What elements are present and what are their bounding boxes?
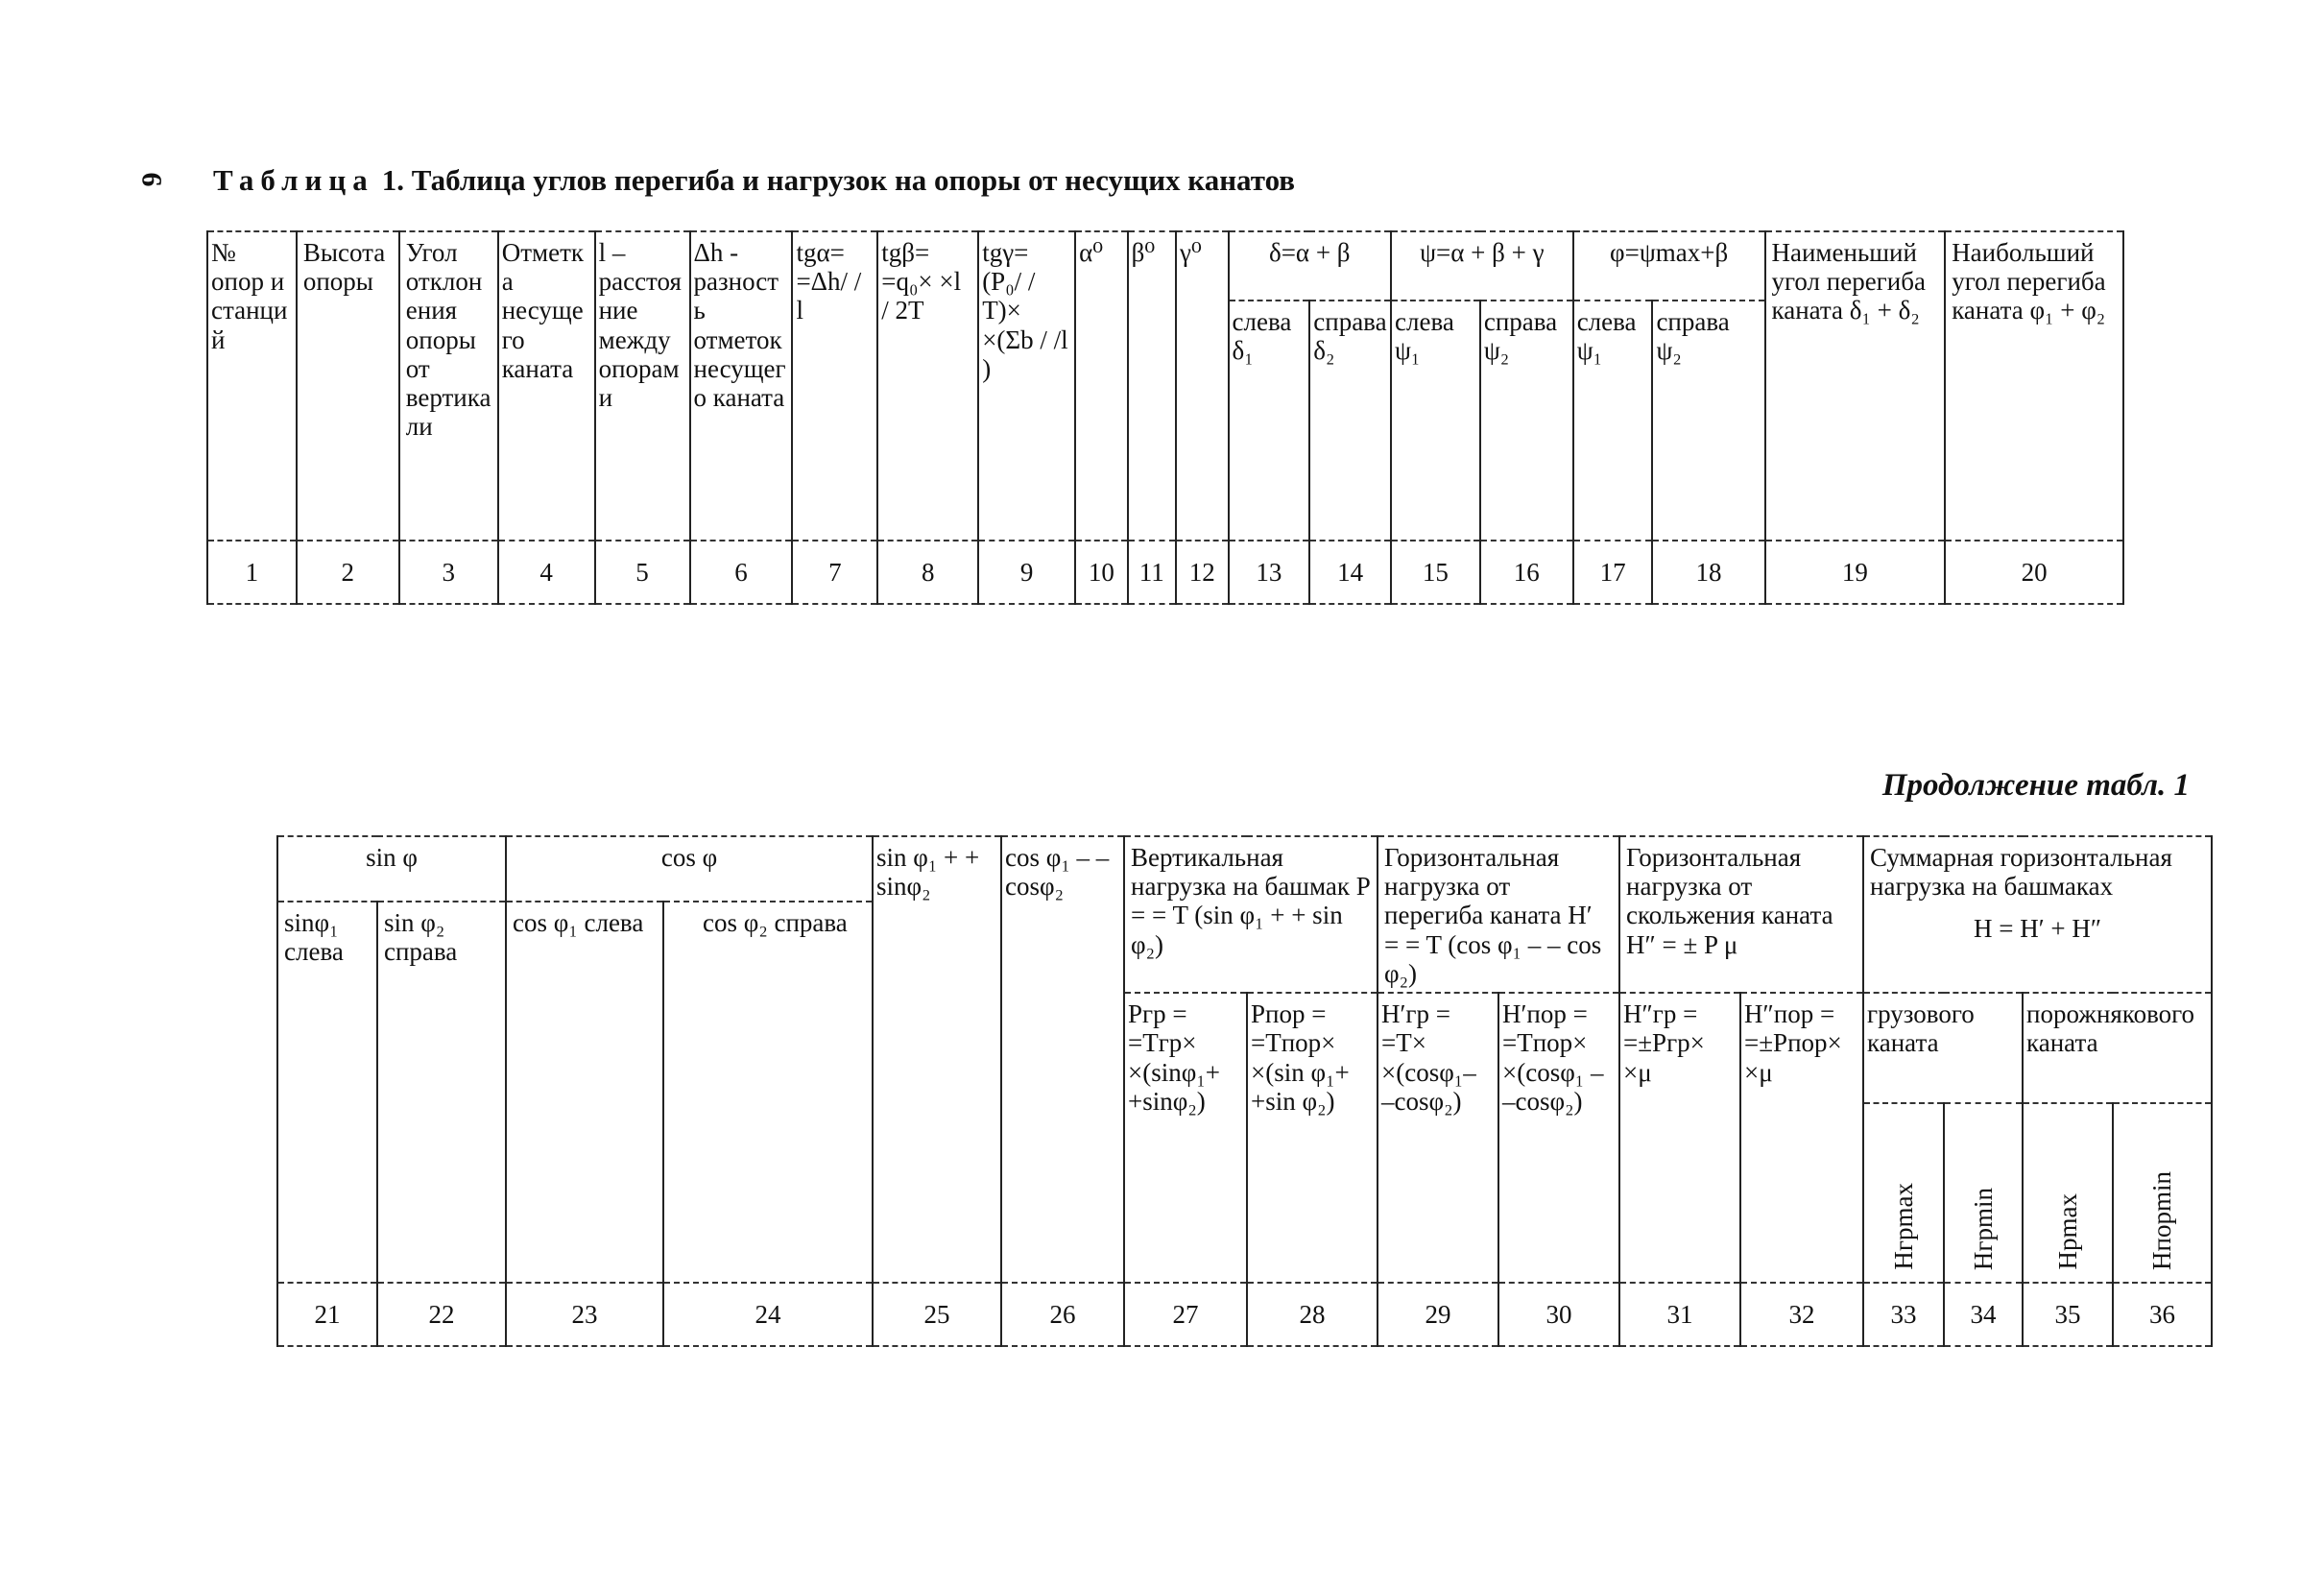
- column-number: 27: [1124, 1283, 1247, 1346]
- header-sin-group: sin φ: [277, 836, 506, 902]
- header-min-angle: Наименьший угол перегиба каната δ₁ + δ₂: [1765, 231, 1946, 541]
- header-phi-left: слева ψ₁: [1573, 301, 1653, 541]
- header-max-angle: Наибольший угол перегиба каната φ₁ + φ₂: [1945, 231, 2123, 541]
- column-number: 15: [1391, 541, 1480, 604]
- column-number: 6: [690, 541, 793, 604]
- header-horizontal-bend-load: Горизонтальная нагрузка от перегиба каната H′ = = T (cos φ₁ – – cos φ₂): [1378, 836, 1619, 993]
- header-sin-right: sin φ₂ справа: [377, 902, 506, 1283]
- column-number: 16: [1480, 541, 1573, 604]
- header-psi-left: слева ψ₁: [1391, 301, 1480, 541]
- header-h1-empty: H′пор = =Tпор× ×(cosφ₁ – –cosφ₂): [1498, 993, 1619, 1283]
- header-cos-right: cos φ₂ справа: [663, 902, 873, 1283]
- header-h2-cargo: H″гр = =±Pгр× ×μ: [1619, 993, 1740, 1283]
- column-number: 11: [1128, 541, 1176, 604]
- header-cos-diff: cos φ₁ – –cosφ₂: [1001, 836, 1124, 1283]
- column-number-row: [207, 541, 2123, 604]
- header-rope-mark: Отметка несущего каната: [498, 231, 595, 541]
- column-number: 21: [277, 1283, 377, 1346]
- header-alpha: α⁰: [1075, 231, 1127, 541]
- column-number: 1: [207, 541, 297, 604]
- header-mark-difference: Δh - разность отметок несущего каната: [690, 231, 793, 541]
- header-cargo-rope: грузового каната: [1863, 993, 2023, 1103]
- header-tg-beta: tgβ= =q₀× ×l / 2T: [877, 231, 978, 541]
- column-number: 24: [663, 1283, 873, 1346]
- header-cos-left: cos φ₁ слева: [506, 902, 663, 1283]
- header-horizontal-slide-load: Горизонтальная нагрузка от скольжения каната H″ = ± P μ: [1619, 836, 1863, 993]
- header-sin-sum: sin φ₁ + + sinφ₂: [873, 836, 1001, 1283]
- header-gamma: γ⁰: [1176, 231, 1228, 541]
- header-beta: β⁰: [1128, 231, 1176, 541]
- table-title: [213, 163, 1295, 198]
- header-h-p-max-label: Hpmax: [2052, 1193, 2082, 1270]
- header-h-cargo-max: [1863, 1103, 1944, 1283]
- angles-table: [206, 230, 2124, 605]
- loads-table: [276, 835, 2213, 1347]
- header-h-empty-min-label: Hпорmin: [2147, 1170, 2177, 1270]
- header-h-cargo-min-label: Hгрmin: [1968, 1187, 1998, 1270]
- column-number: 25: [873, 1283, 1001, 1346]
- column-number: 17: [1573, 541, 1653, 604]
- column-number: 36: [2113, 1283, 2212, 1346]
- page-number: 6: [135, 172, 168, 187]
- column-number: 18: [1652, 541, 1764, 604]
- column-number: 29: [1378, 1283, 1498, 1346]
- table-title-text: 1. Таблица углов перегиба и нагрузок на опоры от несущих канатов: [381, 163, 1296, 197]
- header-sin-left: sinφ₁ слева: [277, 902, 377, 1283]
- column-number: 32: [1740, 1283, 1863, 1346]
- header-h-cargo-min: [1944, 1103, 2023, 1283]
- header-tg-alpha: tgα= =Δh/ / l: [792, 231, 877, 541]
- total-load-formula: H = H′ + H″: [1973, 914, 2102, 944]
- header-empty-rope: порожнякового каната: [2023, 993, 2212, 1103]
- header-vertical-load: Вертикальная нагрузка на башмак P = = T (sin φ₁ + + sin φ₂): [1124, 836, 1378, 993]
- header-total-horizontal-load: [1863, 836, 2212, 993]
- column-number: 5: [595, 541, 690, 604]
- column-number-row: [277, 1283, 2212, 1346]
- column-number: 23: [506, 1283, 663, 1346]
- header-h2-empty: H″пор = =±Pпор× ×μ: [1740, 993, 1863, 1283]
- column-number: 28: [1247, 1283, 1378, 1346]
- column-number: 14: [1309, 541, 1391, 604]
- column-number: 8: [877, 541, 978, 604]
- column-number: 13: [1229, 541, 1310, 604]
- header-delta-left: слева δ₁: [1229, 301, 1310, 541]
- header-h-p-max: [2023, 1103, 2113, 1283]
- header-span-length: l – расстояние между опорами: [595, 231, 690, 541]
- total-load-title: Суммарная горизонтальная нагрузка на башмаках: [1870, 843, 2172, 902]
- header-station-number: № опор и станций: [207, 231, 297, 541]
- column-number: 33: [1863, 1283, 1944, 1346]
- header-psi-right: справа ψ₂: [1480, 301, 1573, 541]
- column-number: 4: [498, 541, 595, 604]
- header-delta-right: справа δ₂: [1309, 301, 1391, 541]
- table-title-lead: Таблица: [213, 163, 374, 197]
- header-tg-gamma: tgγ= (P₀/ / T)× ×(Σb / /l ): [978, 231, 1075, 541]
- header-h-cargo-max-label: Hгрmax: [1888, 1183, 1918, 1270]
- header-p-empty: Pпор = =Tпор× ×(sin φ₁+ +sin φ₂): [1247, 993, 1378, 1283]
- column-number: 34: [1944, 1283, 2023, 1346]
- column-number: 20: [1945, 541, 2123, 604]
- header-phi-right: справа ψ₂: [1652, 301, 1764, 541]
- header-support-angle: Угол отклонения опоры от вертикали: [399, 231, 498, 541]
- header-cos-group: cos φ: [506, 836, 873, 902]
- continuation-label: Продолжение табл. 1: [1881, 768, 2190, 803]
- column-number: 12: [1176, 541, 1228, 604]
- column-number: 7: [792, 541, 877, 604]
- header-psi-group: ψ=α + β + γ: [1391, 231, 1573, 301]
- column-number: 35: [2023, 1283, 2113, 1346]
- column-number: 22: [377, 1283, 506, 1346]
- column-number: 19: [1765, 541, 1946, 604]
- header-delta-group: δ=α + β: [1229, 231, 1392, 301]
- column-number: 9: [978, 541, 1075, 604]
- column-number: 31: [1619, 1283, 1740, 1346]
- header-support-height: Высота опоры: [297, 231, 399, 541]
- header-h-empty-min: [2113, 1103, 2212, 1283]
- header-h1-cargo: H′гр = =T× ×(cosφ₁– –cosφ₂): [1378, 993, 1498, 1283]
- header-p-cargo: Pгр = =Tгр× ×(sinφ₁+ +sinφ₂): [1124, 993, 1247, 1283]
- header-phi-group: φ=ψmax+β: [1573, 231, 1765, 301]
- column-number: 3: [399, 541, 498, 604]
- column-number: 26: [1001, 1283, 1124, 1346]
- column-number: 30: [1498, 1283, 1619, 1346]
- column-number: 10: [1075, 541, 1127, 604]
- column-number: 2: [297, 541, 399, 604]
